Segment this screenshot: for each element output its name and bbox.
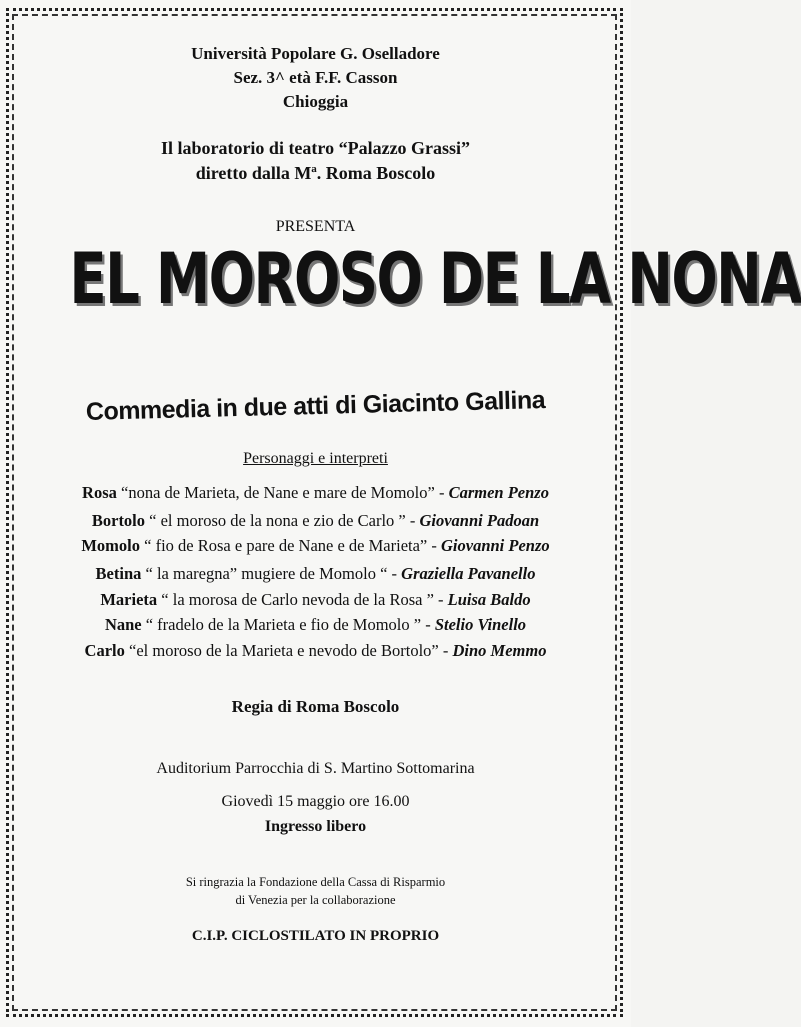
director-credit: Regia di Roma Boscolo: [231, 697, 400, 716]
cast-role: Carlo: [84, 641, 125, 660]
cast-role: Bortolo: [91, 511, 146, 530]
play-subtitle: Commedia in due atti di Giacinto Gallina: [85, 385, 546, 427]
cast-row: [0, 590, 631, 610]
header-line-2: Sez. 3^ età F.F. Casson: [233, 68, 398, 87]
cip-note: C.I.P. CICLOSTILATO IN PROPRIO: [191, 928, 440, 944]
cast-actor: Giovanni Padoan: [419, 511, 540, 530]
cast-description: “ fradelo de la Marieta e fio de Momolo ” -: [141, 615, 435, 634]
cast-actor: Giovanni Penzo: [441, 536, 550, 555]
cast-actor: Stelio Vinello: [434, 615, 527, 634]
cast-actor: Dino Memmo: [452, 641, 547, 660]
cast-description: “el moroso de la Marieta e nevodo de Bortolo” -: [124, 641, 453, 660]
cast-actor: Carmen Penzo: [448, 483, 549, 502]
cast-role: Betina: [95, 564, 142, 583]
cast-row: [0, 564, 631, 584]
laboratory-line-1: Il laboratorio di teatro “Palazzo Grassi”: [160, 138, 471, 158]
venue: Auditorium Parrocchia di S. Martino Sottomarina: [156, 760, 475, 777]
cast-role: Momolo: [81, 536, 141, 555]
play-title: EL MOROSO DE LA NONA: [69, 238, 801, 320]
cast-description: “ la morosa de Carlo nevoda de la Rosa ” -: [157, 590, 448, 609]
date-time: Giovedì 15 maggio ore 16.00: [221, 793, 410, 810]
cast-row: [0, 536, 631, 556]
cast-row: [0, 615, 631, 635]
entry-info: Ingresso libero: [264, 818, 367, 835]
cast-description: “ el moroso de la nona e zio de Carlo ” -: [145, 511, 420, 530]
cast-actor: Luisa Baldo: [447, 590, 531, 609]
presenta-label: PRESENTA: [275, 218, 356, 235]
cast-role: Marieta: [100, 590, 158, 609]
laboratory-line-2: diretto dalla Mª. Roma Boscolo: [195, 163, 436, 183]
cast-actor: Graziella Pavanello: [401, 564, 536, 583]
header-line-3: Chioggia: [282, 92, 349, 111]
thanks-line-2: di Venezia per la collaborazione: [235, 893, 396, 907]
cast-row: [0, 641, 631, 661]
cast-role: Rosa: [82, 483, 117, 502]
header-line-1: Università Popolare G. Oselladore: [191, 44, 440, 63]
cast-heading: Personaggi e interpreti: [243, 450, 388, 467]
cast-description: “ la maregna” mugiere de Momolo “ -: [141, 564, 402, 583]
cast-row: [0, 483, 631, 503]
cast-description: “nona de Marieta, de Nane e mare de Momolo” -: [116, 483, 449, 502]
cast-row: [0, 511, 631, 531]
thanks-line-1: Si ringrazia la Fondazione della Cassa di Risparmio: [185, 875, 446, 889]
cast-description: “ fio de Rosa e pare de Nane e de Marieta” -: [140, 536, 441, 555]
cast-role: Nane: [104, 615, 142, 634]
